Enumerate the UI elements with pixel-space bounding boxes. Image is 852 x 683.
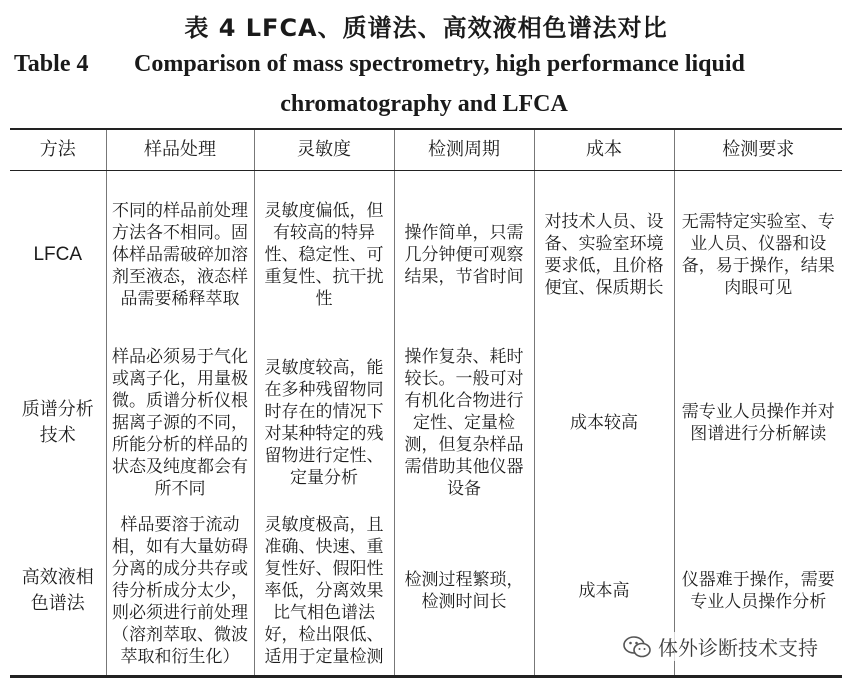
watermark-text: 体外诊断技术支持 xyxy=(658,636,818,660)
cell-requirement: 无需特定实验室、专业人员、仪器和设备，易于操作，结果肉眼可见 xyxy=(674,171,842,340)
wechat-icon xyxy=(622,635,652,659)
cell-sample: 样品必须易于气化或离子化，用量极微。质谱分析仪根据离子源的不同，所能分析的样品的状态及纯度都会有所不同 xyxy=(106,339,254,507)
table-row xyxy=(10,339,842,507)
comparison-table xyxy=(10,128,842,678)
cell-cycle: 操作复杂、耗时较长。一般可对有机化合物进行定性、定量检测，但复杂样品需借助其他仪器设备 xyxy=(394,339,534,507)
header-cost: 成本 xyxy=(534,129,674,171)
header-requirements: 检测要求 xyxy=(674,129,842,171)
cell-sample: 样品要溶于流动相，如有大量妨碍分离的成分共存或待分析成分太少，则必须进行前处理（溶剂萃取、微波萃取和衍生化） xyxy=(106,507,254,677)
cell-sample: 不同的样品前处理方法各不相同。固体样品需破碎加溶剂至液态，液态样品需要稀释萃取 xyxy=(106,171,254,340)
table-title-line1: Comparison of mass spectrometry, high performance liquid xyxy=(134,51,745,77)
header-sample-processing: 样品处理 xyxy=(106,129,254,171)
cell-method: 高效液相色谱法 xyxy=(10,507,106,677)
header-sensitivity: 灵敏度 xyxy=(254,129,394,171)
cell-requirement: 仪器难于操作，需要专业人员操作分析 xyxy=(674,507,842,677)
table-number-label: Table 4 xyxy=(14,51,89,77)
cell-method: LFCA xyxy=(10,171,106,340)
cell-sensitivity: 灵敏度偏低，但有较高的特异性、稳定性、可重复性、抗干扰性 xyxy=(254,171,394,340)
table-title-english xyxy=(14,44,834,124)
header-detection-cycle: 检测周期 xyxy=(394,129,534,171)
cell-cost: 成本高 xyxy=(534,507,674,677)
table-title-line2: chromatography and LFCA xyxy=(280,91,568,117)
cell-cost: 成本较高 xyxy=(534,339,674,507)
table-title-chinese: 表 4 LFCA、质谱法、高效液相色谱法对比 xyxy=(184,14,668,42)
cell-cycle: 检测过程繁琐，检测时间长 xyxy=(394,507,534,677)
table-header-row xyxy=(10,129,842,171)
cell-cycle: 操作简单，只需几分钟便可观察结果，节省时间 xyxy=(394,171,534,340)
cell-sensitivity: 灵敏度极高，且准确、快速、重复性好、假阳性率低，分离效果比气相色谱法好，检出限低、适用于定量检测 xyxy=(254,507,394,677)
table-row xyxy=(10,171,842,340)
cell-sensitivity: 灵敏度较高，能在多种残留物同时存在的情况下对某种特定的残留物进行定性、定量分析 xyxy=(254,339,394,507)
cell-method: 质谱分析技术 xyxy=(10,339,106,507)
cell-requirement: 需专业人员操作并对图谱进行分析解读 xyxy=(674,339,842,507)
header-method: 方法 xyxy=(10,129,106,171)
cell-cost: 对技术人员、设备、实验室环境要求低，且价格便宜、保质期长 xyxy=(534,171,674,340)
watermark xyxy=(618,632,822,661)
